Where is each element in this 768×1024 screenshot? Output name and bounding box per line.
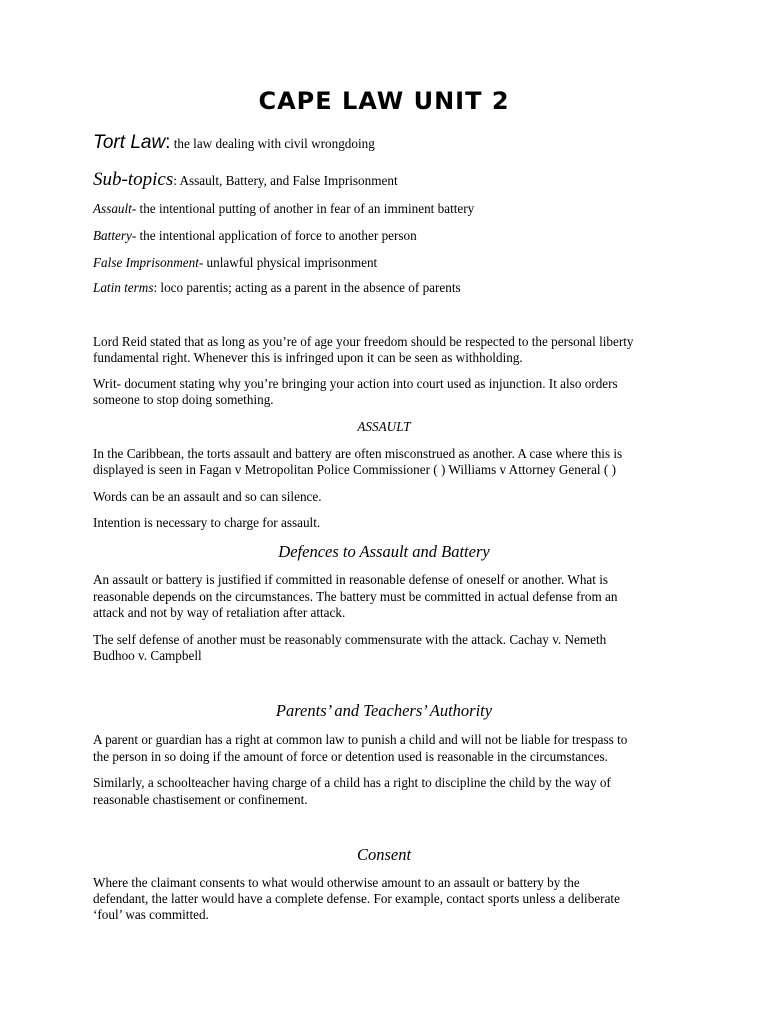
- subtopics-term: Sub-topics: [93, 169, 174, 190]
- paragraph-line: someone to stop doing something.: [93, 392, 274, 407]
- subtopics-line: [93, 168, 683, 193]
- paragraph-line: attack and not by way of retaliation after attack.: [93, 605, 346, 620]
- paragraph-line: the person in so doing if the amount of force or detention used is reasonable in the circumstances.: [93, 749, 608, 764]
- definition-term: Assault: [93, 201, 132, 216]
- paragraph-line: The self defense of another must be reasonably commensurate with the attack. Cachay v. Nemeth: [93, 632, 607, 647]
- paragraph-line: reasonable depends on the circumstances. The battery must be committed in actual defense from an: [93, 589, 618, 604]
- paragraph-line: Words can be an assault and so can silence.: [93, 489, 322, 504]
- tort-law-colon: :: [165, 132, 171, 153]
- tort-law-line: [93, 131, 683, 156]
- definition-text: : loco parentis; acting as a parent in the absence of parents: [153, 280, 461, 295]
- assault-heading: ASSAULT: [357, 419, 411, 434]
- paragraph-line: Similarly, a schoolteacher having charge of a child has a right to discipline the child by the way of: [93, 775, 611, 790]
- paragraph-line: An assault or battery is justified if committed in reasonable defense of oneself or another. What is: [93, 572, 609, 587]
- tort-law-definition: the law dealing with civil wrongdoing: [170, 136, 375, 151]
- paragraph-line: displayed is seen in Fagan v Metropolitan Police Commissioner ( ) Williams v Attorney General ( ): [93, 462, 616, 477]
- paragraph-line: Intention is necessary to charge for assault.: [93, 515, 321, 530]
- tort-law-term: Tort Law: [93, 132, 166, 153]
- page-title: CAPE LAW UNIT 2: [258, 87, 510, 115]
- definition-battery: [93, 228, 683, 244]
- parents-teachers-heading: Parents’ and Teachers’ Authority: [275, 701, 493, 720]
- subtopics-definition: : Assault, Battery, and False Imprisonment: [173, 173, 398, 188]
- paragraph-line: In the Caribbean, the torts assault and battery are often misconstrued as another. A case where this is: [93, 446, 623, 461]
- paragraph-line: reasonable chastisement or confinement.: [93, 792, 308, 807]
- definition-assault: [93, 201, 683, 217]
- paragraph-line: ‘foul’ was committed.: [93, 907, 209, 922]
- paragraph-line: fundamental right. Whenever this is infringed upon it can be seen as withholding.: [93, 350, 523, 365]
- consent-heading: Consent: [356, 845, 412, 864]
- paragraph-line: Where the claimant consents to what would otherwise amount to an assault or battery by the: [93, 875, 580, 890]
- definition-text: - the intentional application of force to another person: [131, 228, 417, 243]
- defences-heading: Defences to Assault and Battery: [278, 542, 490, 561]
- paragraph-line: defendant, the latter would have a complete defense. For example, contact sports unless a deliberate: [93, 891, 620, 906]
- paragraph-line: Writ- document stating why you’re bringing your action into court used as injunction. It also orders: [93, 376, 618, 391]
- definition-text: - the intentional putting of another in fear of an imminent battery: [131, 201, 475, 216]
- paragraph-line: Budhoo v. Campbell: [93, 648, 202, 663]
- definition-term: False Imprisonment: [93, 255, 199, 270]
- definition-term: Latin terms: [93, 280, 154, 295]
- definition-false-imprisonment: [93, 255, 683, 271]
- definition-latin-terms: [93, 280, 683, 296]
- definition-term: Battery: [93, 228, 132, 243]
- paragraph-line: Lord Reid stated that as long as you’re of age your freedom should be respected to the personal liberty: [93, 334, 634, 349]
- paragraph-line: A parent or guardian has a right at common law to punish a child and will not be liable for trespass to: [93, 732, 628, 747]
- definition-text: - unlawful physical imprisonment: [198, 255, 378, 270]
